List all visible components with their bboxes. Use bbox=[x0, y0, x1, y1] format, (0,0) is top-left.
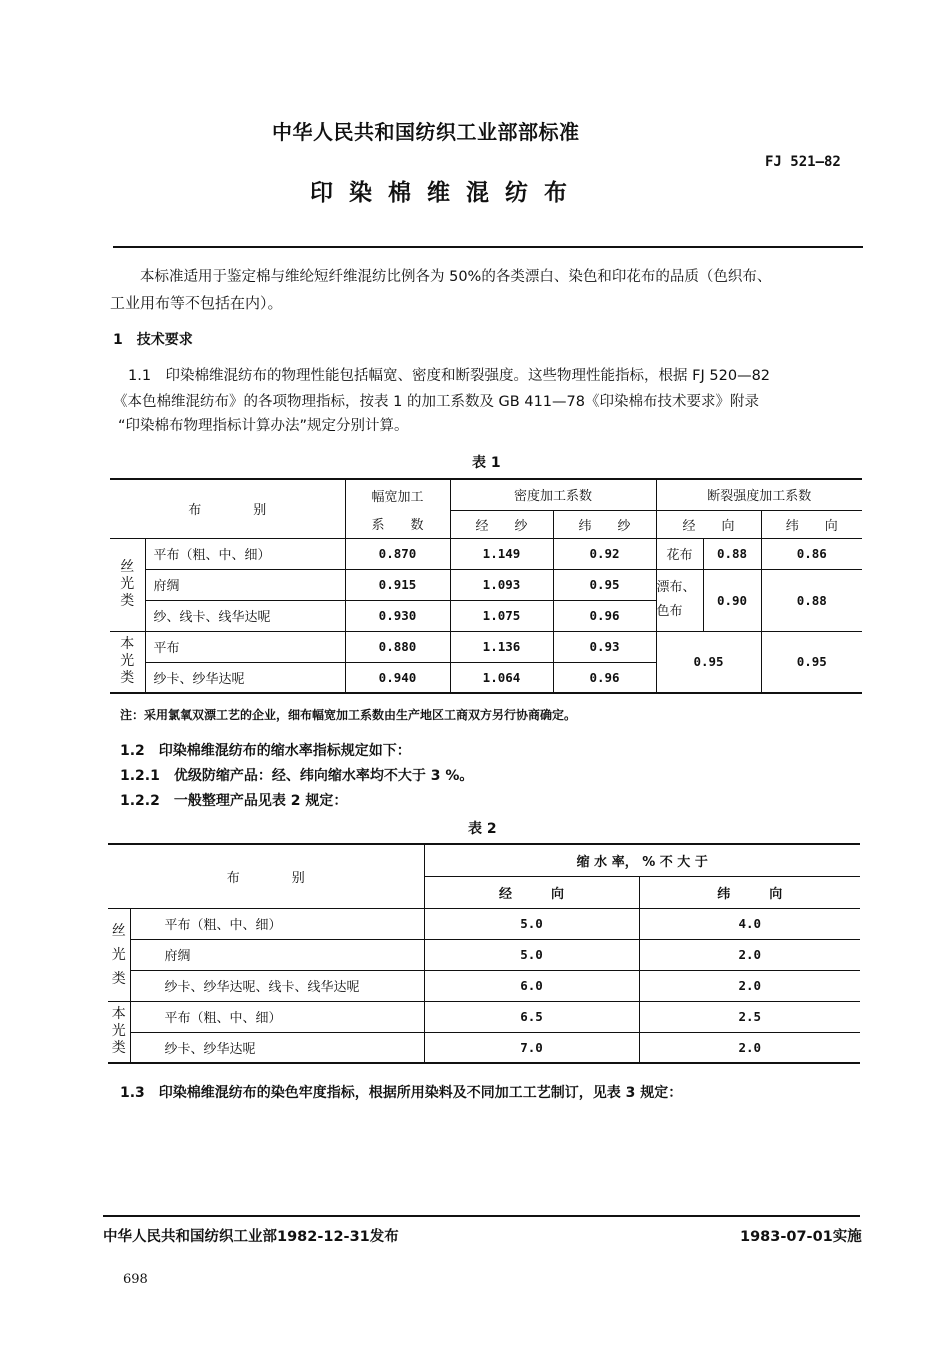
t2-row-name: 纱卡、纱华达呢 bbox=[130, 1032, 424, 1063]
t2-row-weft: 2.0 bbox=[738, 947, 762, 962]
t1-group-mercerized-label: 丝光类 bbox=[120, 559, 135, 609]
t2-group-plain bbox=[108, 1001, 130, 1063]
t1-group-mercerized bbox=[110, 538, 145, 631]
t1-row-name: 平布（粗、中、细） bbox=[145, 538, 345, 569]
header-rule bbox=[113, 246, 863, 248]
para-1-1-line-1: 1.1 印染棉维混纺布的物理性能包括幅宽、密度和断裂强度。这些物理性能指标，根据 FJ 520—82 bbox=[128, 368, 771, 384]
t1-row-warp: 1.064 bbox=[450, 662, 553, 693]
t1-group-plain bbox=[110, 631, 145, 693]
footer-effective: 1983-07-01实施 bbox=[740, 1229, 862, 1245]
t1-header-width-2: 系 数 bbox=[345, 510, 450, 538]
t1-print-weft: 0.86 bbox=[761, 538, 862, 569]
t1-header-density-warp: 经 纱 bbox=[450, 510, 553, 538]
t1-row-name: 平布 bbox=[145, 631, 345, 662]
para-1-2-1: 1.2.1 优级防缩产品：经、纬向缩水率均不大于 3 %。 bbox=[120, 768, 474, 784]
para-1-2-2: 1.2.2 一般整理产品见表 2 规定： bbox=[120, 793, 348, 809]
t1-row-weft: 0.96 bbox=[553, 662, 656, 693]
t2-header-category: 布 别 bbox=[108, 844, 424, 908]
intro-line-2: 工业用布等不包括在内）。 bbox=[110, 294, 283, 312]
t1-row-width: 0.870 bbox=[345, 538, 450, 569]
t2-header-weft: 纬 向 bbox=[717, 886, 783, 902]
t2-group-mercerized bbox=[108, 908, 130, 1001]
t1-bleach-warp: 0.90 bbox=[703, 569, 761, 631]
t2-group-plain-label: 本光类 bbox=[111, 1006, 126, 1057]
t1-plain-warp: 0.95 bbox=[656, 631, 761, 693]
t1-bleach-label bbox=[656, 569, 703, 631]
t1-header-category: 布 别 bbox=[110, 479, 345, 538]
page-number: 698 bbox=[123, 1272, 148, 1287]
t1-group-plain-label: 本光类 bbox=[120, 636, 135, 687]
t1-row-name: 纱、线卡、线华达呢 bbox=[145, 600, 345, 631]
intro-line-1: 本标准适用于鉴定棉与维纶短纤维混纺比例各为 50%的各类漂白、染色和印花布的品质（色织布、 bbox=[140, 269, 772, 285]
t2-row-name: 平布（粗、中、细） bbox=[130, 908, 424, 939]
t1-row-warp: 1.093 bbox=[450, 569, 553, 600]
table-1 bbox=[110, 478, 862, 694]
t2-row-warp: 6.0 bbox=[424, 970, 639, 1001]
t2-row-warp: 5.0 bbox=[424, 908, 639, 939]
t1-row-warp: 1.136 bbox=[450, 631, 553, 662]
t1-row-width: 0.940 bbox=[345, 662, 450, 693]
t2-row-weft: 4.0 bbox=[738, 916, 762, 931]
para-1-2: 1.2 印染棉维混纺布的缩水率指标规定如下： bbox=[120, 743, 411, 759]
para-1-3: 1.3 印染棉维混纺布的染色牢度指标，根据所用染料及不同加工工艺制订，见表 3 规定： bbox=[120, 1085, 683, 1101]
t1-row-width: 0.880 bbox=[345, 631, 450, 662]
t1-plain-weft: 0.95 bbox=[796, 654, 827, 670]
t1-header-strength-weft: 纬 向 bbox=[785, 518, 838, 534]
t2-row-name: 府绸 bbox=[130, 939, 424, 970]
t1-header-density-weft: 纬 纱 bbox=[553, 510, 656, 538]
para-1-1-line-3: “印染棉布物理指标计算办法”规定分别计算。 bbox=[118, 418, 409, 434]
table-2-caption: 表 2 bbox=[468, 821, 497, 837]
t1-row-name: 纱卡、纱华达呢 bbox=[145, 662, 345, 693]
t2-row-weft: 2.5 bbox=[738, 1009, 762, 1024]
t1-row-warp: 1.075 bbox=[450, 600, 553, 631]
t1-header-strength-warp: 经 向 bbox=[656, 510, 761, 538]
org-title: 中华人民共和国纺织工业部部标准 bbox=[272, 120, 580, 144]
t2-row-warp: 7.0 bbox=[424, 1032, 639, 1063]
t2-header-shrink: 缩 水 率， % 不 大 于 bbox=[424, 844, 860, 876]
t2-row-weft: 2.0 bbox=[738, 1039, 762, 1055]
section-1-heading: 1 技术要求 bbox=[113, 332, 193, 348]
t2-row-name: 平布（粗、中、细） bbox=[130, 1001, 424, 1032]
t2-row-warp: 6.5 bbox=[424, 1001, 639, 1032]
doc-title: 印 染 棉 维 混 纺 布 bbox=[310, 180, 572, 206]
footer-rule bbox=[103, 1215, 860, 1217]
t2-row-weft: 2.0 bbox=[738, 978, 762, 993]
t1-row-name: 府绸 bbox=[145, 569, 345, 600]
table-1-note: 注：采用氯氧双漂工艺的企业，细布幅宽加工系数由生产地区工商双方另行协商确定。 bbox=[120, 708, 577, 722]
t1-bleach-label-text: 漂布、色布 bbox=[656, 580, 696, 619]
t1-print-warp: 0.88 bbox=[703, 538, 761, 569]
t1-print-label: 花布 bbox=[656, 538, 703, 569]
standard-code: FJ 521—82 bbox=[765, 154, 841, 170]
t1-header-width-1: 幅宽加工 bbox=[345, 479, 450, 510]
t1-row-weft: 0.95 bbox=[553, 569, 656, 600]
t1-row-width: 0.915 bbox=[345, 569, 450, 600]
t1-bleach-weft: 0.88 bbox=[796, 592, 827, 608]
footer-issued: 中华人民共和国纺织工业部1982-12-31发布 bbox=[103, 1229, 399, 1245]
table-2 bbox=[108, 843, 860, 1064]
t2-row-warp: 5.0 bbox=[424, 939, 639, 970]
t1-row-weft: 0.92 bbox=[553, 538, 656, 569]
table-1-caption: 表 1 bbox=[472, 455, 501, 471]
t1-row-width: 0.930 bbox=[345, 600, 450, 631]
t2-header-warp: 经 向 bbox=[424, 876, 639, 908]
t2-group-mercerized-label: 丝光类 bbox=[111, 922, 126, 987]
t1-row-weft: 0.93 bbox=[553, 631, 656, 662]
t1-header-density: 密度加工系数 bbox=[450, 479, 656, 510]
para-1-1-line-2: 《本色棉维混纺布》的各项物理指标，按表 1 的加工系数及 GB 411—78《印染棉布技术要求》附录 bbox=[113, 394, 759, 410]
t1-header-strength: 断裂强度加工系数 bbox=[656, 479, 862, 510]
t1-row-warp: 1.149 bbox=[450, 538, 553, 569]
t2-row-name: 纱卡、纱华达呢、线卡、线华达呢 bbox=[130, 970, 424, 1001]
t1-row-weft: 0.96 bbox=[553, 600, 656, 631]
